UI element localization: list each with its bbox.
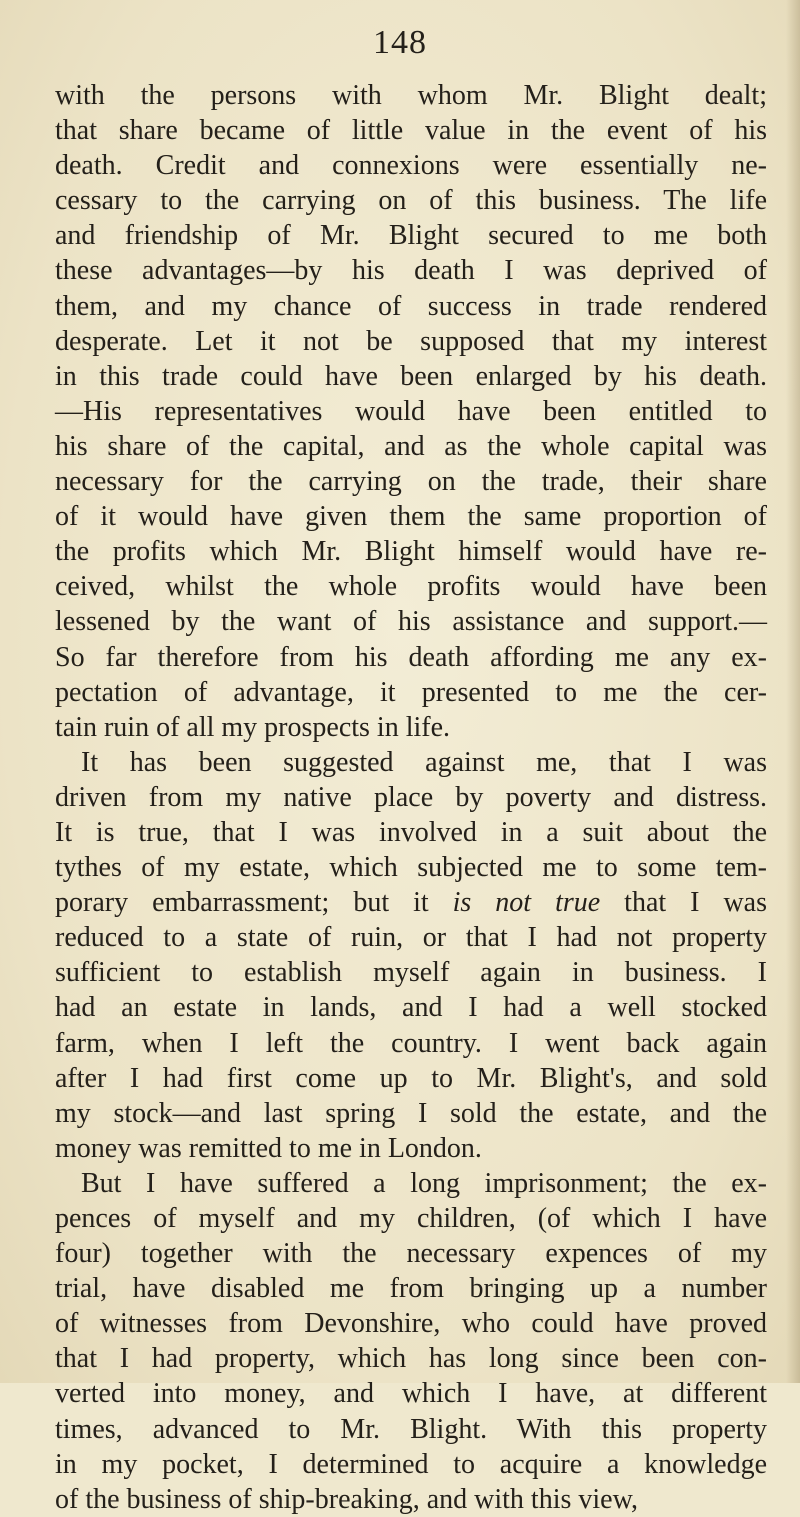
page-edge-shadow (786, 0, 800, 1383)
text-line: in my pocket, I determined to acquire a knowledge (55, 1448, 767, 1480)
text-line: lessened by the want of his assistance and support.— (55, 606, 767, 638)
text-line: sufficient to establish myself again in business. I (55, 957, 767, 989)
text-line: and friendship of Mr. Blight secured to me both (55, 220, 767, 252)
text-line: money was remitted to me in London. (55, 1132, 482, 1164)
text-line: —His representatives would have been entitled to (55, 395, 767, 427)
text-line: But I have suffered a long imprisonment; the ex- (81, 1167, 767, 1199)
text-line: them, and my chance of success in trade rendered (55, 290, 767, 322)
text-line: of it would have given them the same proportion of (55, 501, 767, 533)
text-line: pectation of advantage, it presented to me the cer- (55, 676, 767, 708)
text-line: It is true, that I was involved in a suit about the (55, 816, 767, 848)
text-line: trial, have disabled me from bringing up a number (55, 1273, 767, 1305)
text-line: necessary for the carrying on the trade, their share (55, 466, 767, 498)
text-run: that I was (600, 887, 768, 919)
text-line: after I had first come up to Mr. Blight's, and sold (55, 1062, 767, 1094)
text-line: driven from my native place by poverty and distress. (55, 781, 767, 813)
text-line: verted into money, and which I have, at different (55, 1378, 767, 1410)
text-line: the profits which Mr. Blight himself would have re- (55, 536, 767, 568)
text-line: cessary to the carrying on of this business. The life (55, 185, 767, 217)
text-line: tain ruin of all my prospects in life. (55, 711, 451, 743)
text-line: his share of the capital, and as the whole capital was (55, 430, 767, 462)
text-line (55, 885, 767, 920)
text-line: that I had property, which has long since been con- (55, 1343, 767, 1375)
text-line: reduced to a state of ruin, or that I had not property (55, 922, 767, 954)
text-line: these advantages—by his death I was deprived of (55, 255, 767, 287)
page-number: 148 (373, 24, 427, 61)
text-line: So far therefore from his death affording me any ex- (55, 641, 767, 673)
text-line: in this trade could have been enlarged by his death. (55, 360, 767, 392)
text-line: desperate. Let it not be supposed that my interest (55, 325, 767, 357)
text-line: of the business of ship-breaking, and with this view, (55, 1483, 638, 1515)
text-line: of witnesses from Devonshire, who could have proved (55, 1308, 767, 1340)
text-line: farm, when I left the country. I went back again (55, 1027, 767, 1059)
italic-emphasis: is not true (452, 887, 601, 919)
body-text (55, 78, 767, 1517)
text-line: had an estate in lands, and I had a well stocked (55, 992, 767, 1024)
text-line: my stock—and last spring I sold the estate, and the (55, 1097, 767, 1129)
text-line: death. Credit and connexions were essentially ne- (55, 150, 767, 182)
text-run: porary embarrassment; but it (55, 887, 453, 919)
text-line: times, advanced to Mr. Blight. With this property (55, 1413, 767, 1445)
text-line: four) together with the necessary expences of my (55, 1238, 767, 1270)
text-line: It has been suggested against me, that I was (81, 746, 767, 778)
text-line: that share became of little value in the event of his (55, 115, 767, 147)
text-line: ceived, whilst the whole profits would have been (55, 571, 767, 603)
text-line: tythes of my estate, which subjected me to some tem- (55, 852, 767, 884)
text-line: with the persons with whom Mr. Blight dealt; (55, 80, 767, 111)
text-line: pences of myself and my children, (of which I have (55, 1203, 767, 1234)
